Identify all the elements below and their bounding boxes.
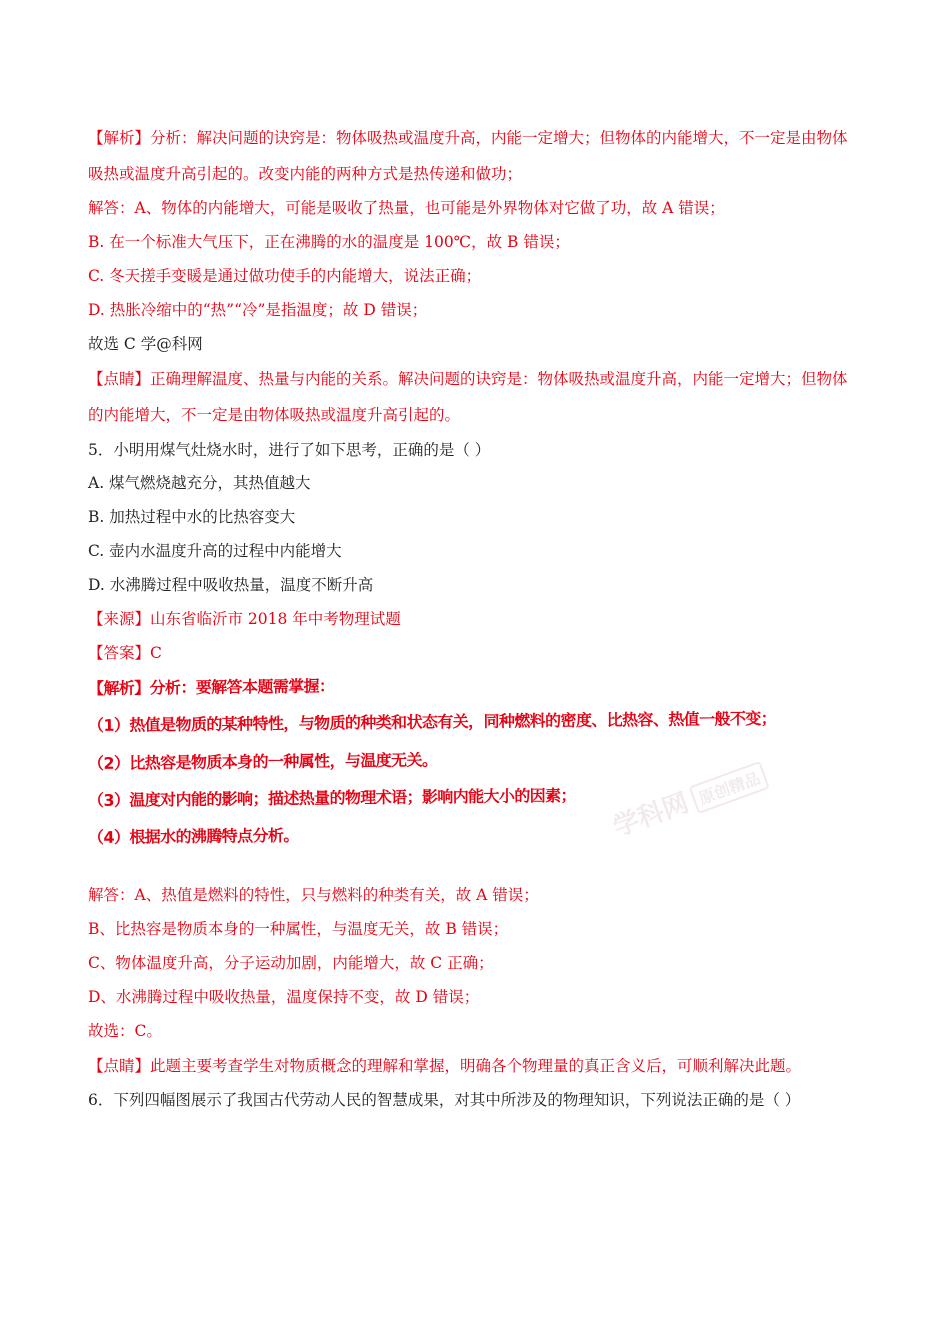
text-line: B、比热容是物质本身的一种属性，与温度无关，故 B 错误； bbox=[88, 920, 509, 938]
text-line: 故选 C 学@科网 bbox=[88, 335, 203, 353]
text-line: C. 冬天搓手变暖是通过做功使手的内能增大，说法正确； bbox=[88, 267, 482, 285]
text-line: B. 在一个标准大气压下，正在沸腾的水的温度是 100℃，故 B 错误； bbox=[88, 233, 570, 251]
text-line: D. 热胀冷缩中的“热”“冷”是指温度；故 D 错误； bbox=[88, 301, 428, 319]
text-line: 【解析】分析：解决问题的诀窍是：物体吸热或温度升高，内能一定增大；但物体的内能增大，不一定是由物体 bbox=[88, 129, 848, 147]
text-line: （1）热值是物质的某种特性，与物质的种类和状态有关，同种燃料的密度、比热容、热值一般不变； bbox=[87, 708, 777, 735]
watermark-badge: 原创精品 bbox=[689, 761, 770, 814]
text-line: 【点睛】正确理解温度、热量与内能的关系。解决问题的诀窍是：物体吸热或温度升高，内能一定增大；但物体 bbox=[88, 370, 848, 388]
text-line: 故选：C。 bbox=[88, 1022, 162, 1040]
text-line: 的内能增大，不一定是由物体吸热或温度升高引起的。 bbox=[88, 406, 461, 424]
text-line: 解答：A、热值是燃料的特性，只与燃料的种类有关，故 A 错误； bbox=[88, 886, 539, 904]
text-line: C. 壶内水温度升高的过程中内能增大 bbox=[88, 542, 342, 560]
text-line: B. 加热过程中水的比热容变大 bbox=[88, 508, 296, 526]
watermark-logo bbox=[607, 744, 803, 856]
text-line: （3）温度对内能的影响；描述热量的物理术语；影响内能大小的因素； bbox=[87, 785, 577, 810]
text-line: 解答：A、物体的内能增大，可能是吸收了热量，也可能是外界物体对它做了功，故 A 错误； bbox=[88, 199, 725, 217]
text-line: 5．小明用煤气灶烧水时，进行了如下思考，正确的是（ ） bbox=[88, 441, 491, 459]
text-line: 吸热或温度升高引起的。改变内能的两种方式是热传递和做功； bbox=[88, 165, 523, 183]
text-line: D、水沸腾过程中吸收热量，温度保持不变，故 D 错误； bbox=[88, 988, 480, 1006]
text-line: 【点睛】此题主要考查学生对物质概念的理解和掌握，明确各个物理量的真正含义后，可顺利解决此题。 bbox=[88, 1057, 802, 1075]
text-line: A. 煤气燃烧越充分，其热值越大 bbox=[88, 474, 311, 492]
text-line: 6．下列四幅图展示了我国古代劳动人民的智慧成果，对其中所涉及的物理知识，下列说法正确的是（ ） bbox=[88, 1091, 801, 1109]
text-line: 【答案】C bbox=[88, 644, 162, 662]
watermark-text: 学科网 bbox=[609, 787, 693, 843]
text-line: 【来源】山东省临沂市 2018 年中考物理试题 bbox=[88, 610, 401, 628]
text-line: C、物体温度升高，分子运动加剧，内能增大，故 C 正确； bbox=[88, 954, 494, 972]
text-line: （4）根据水的沸腾特点分析。 bbox=[87, 825, 299, 847]
text-line: （2）比热容是物质本身的一种属性，与温度无关。 bbox=[87, 750, 438, 773]
text-line: 【解析】分析：要解答本题需掌握： bbox=[87, 676, 335, 698]
text-line: D. 水沸腾过程中吸收热量，温度不断升高 bbox=[88, 576, 374, 594]
